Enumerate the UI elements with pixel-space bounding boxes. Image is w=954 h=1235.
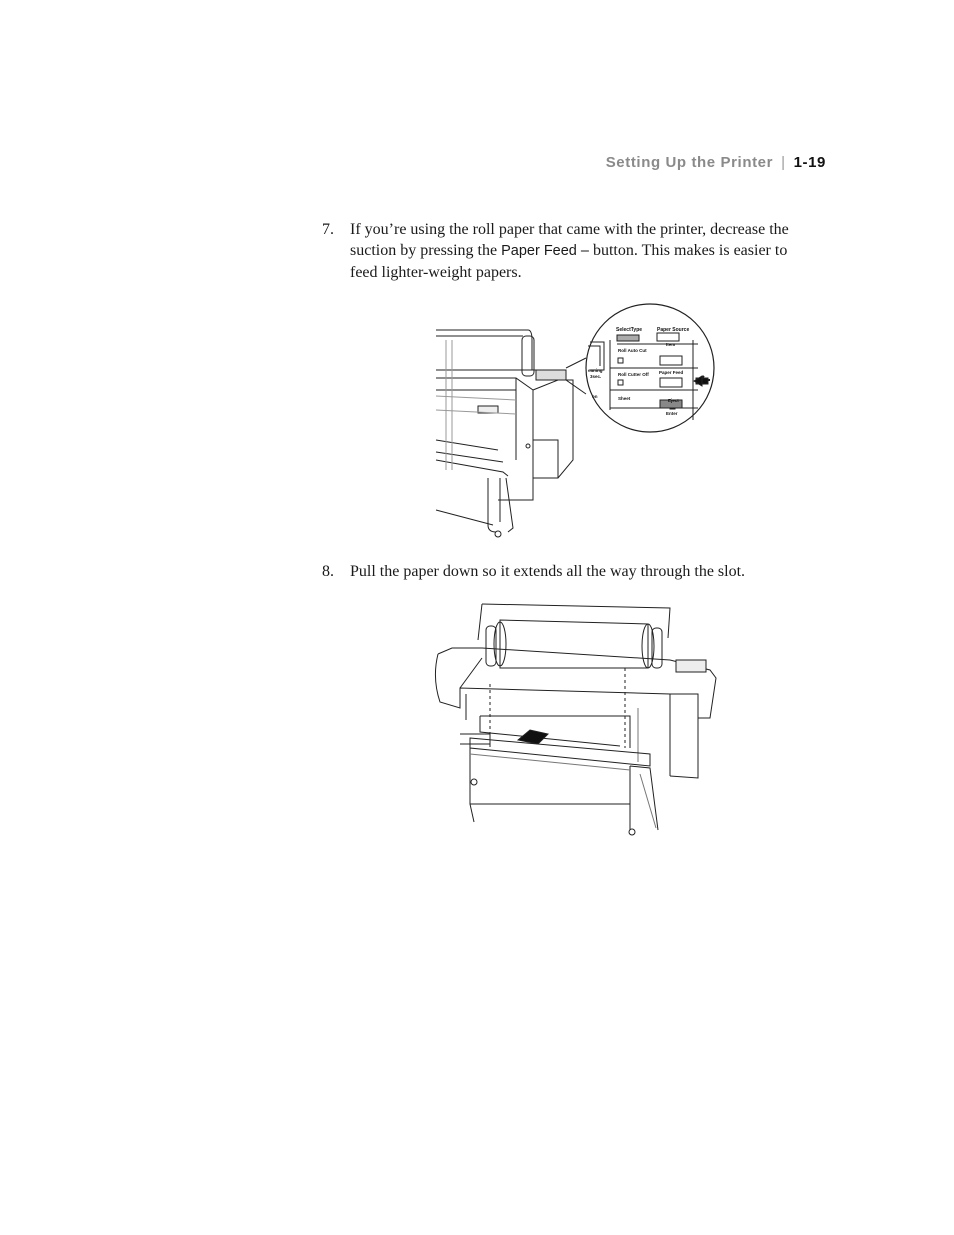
printer-front-illustration xyxy=(435,604,716,835)
step-text: Pull the paper down so it extends all the way through the slot. xyxy=(350,563,746,580)
header-separator: | xyxy=(781,154,786,171)
label-on: on xyxy=(592,394,598,399)
control-panel-figure xyxy=(318,300,728,550)
label-select-type: SelectType xyxy=(616,327,643,333)
label-roll-cutter-off: Roll Cutter Off xyxy=(618,372,649,377)
label-sheet: Sheet xyxy=(618,396,631,401)
label-paper-feed: Paper Feed xyxy=(659,370,684,375)
label-3sec: 3sec. xyxy=(590,374,602,379)
step-text: If you’re using the roll paper that came with the printer, decrease the suction by pressing the Paper Feed – button. This makes is easier to feed lighter-weight papers. xyxy=(350,221,789,281)
step-number: 8. xyxy=(322,563,334,580)
label-roll-auto-cut: Roll Auto Cut xyxy=(618,348,647,353)
step-8 xyxy=(322,561,812,582)
step-number: 7. xyxy=(322,221,334,238)
printer-side-illustration xyxy=(436,330,573,537)
section-title: Setting Up the Printer xyxy=(605,154,774,171)
paper-slot-figure xyxy=(430,598,725,843)
running-header xyxy=(606,154,826,171)
page-number: 1-19 xyxy=(793,154,826,171)
label-enter: Enter xyxy=(666,411,678,416)
label-item: Item xyxy=(666,342,676,347)
step-7 xyxy=(322,219,812,283)
button-name: Paper Feed – xyxy=(501,243,589,259)
control-panel-callout xyxy=(586,304,714,432)
label-paper-source: Paper Source xyxy=(657,327,690,333)
label-eject: Eject xyxy=(668,398,679,403)
label-cleaning: eaning xyxy=(588,368,603,373)
